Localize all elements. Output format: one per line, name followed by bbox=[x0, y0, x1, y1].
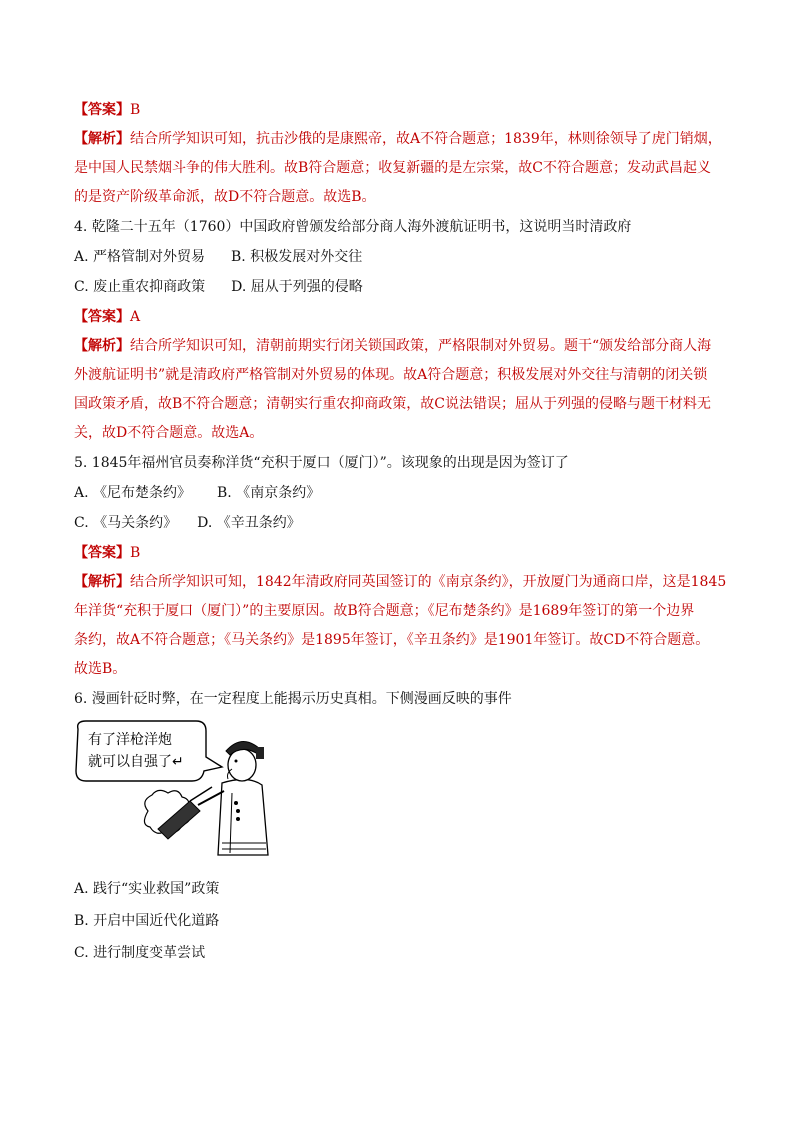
document-page bbox=[74, 100, 727, 963]
q5-option-d: D. 《辛丑条约》 bbox=[197, 515, 301, 531]
q6-option-c: C. 进行制度变革尝试 bbox=[74, 945, 206, 961]
q5-options-row-2 bbox=[74, 513, 724, 533]
q6-option-a: A. 践行“实业救国”政策 bbox=[74, 881, 220, 897]
q4-analysis-line-2: 外渡航证明书”就是清政府严格管制对外贸易的体现。故A符合题意；积极发展对外交往与清朝的闭关锁 bbox=[74, 367, 708, 383]
q4-stem: 4. 乾隆二十五年（1760）中国政府曾颁发给部分商人海外渡航证明书，这说明当时清政府 bbox=[74, 219, 632, 235]
q3-analysis-line-2: 是中国人民禁烟斗争的伟大胜利。故B符合题意；收复新疆的是左宗棠，故C不符合题意；发动武昌起义 bbox=[74, 160, 711, 176]
q5-analysis-line-4: 故选B。 bbox=[74, 661, 127, 677]
q5-stem: 5. 1845年福州官员奏称洋货“充积于厦口（厦门）”。该现象的出现是因为签订了 bbox=[74, 455, 569, 471]
bubble-line-2: 就可以自强了↵ bbox=[88, 754, 184, 770]
q5-option-a: A. 《尼布楚条约》 bbox=[74, 485, 192, 501]
q5-options-row-1 bbox=[74, 483, 724, 503]
q3-analysis-line-3: 的是资产阶级革命派，故D不符合题意。故选B。 bbox=[74, 189, 376, 205]
q4-options-row-2 bbox=[74, 277, 724, 297]
q3-answer: 【答案】B bbox=[74, 102, 141, 118]
q5-analysis-line-3: 条约，故A不符合题意；《马关条约》是1895年签订，《辛丑条约》是1901年签订。故CD不符合题意。 bbox=[74, 632, 710, 648]
q4-analysis-line-1: 【解析】结合所学知识可知，清朝前期实行闭关锁国政策，严格限制对外贸易。题干“颁发给部分商人海 bbox=[74, 338, 712, 354]
q4-option-c: C. 废止重农抑商政策 bbox=[74, 279, 206, 295]
q5-option-b: B. 《南京条约》 bbox=[217, 485, 321, 501]
q5-option-c: C. 《马关条约》 bbox=[74, 515, 178, 531]
speech-bubble bbox=[88, 729, 184, 773]
q6-option-b: B. 开启中国近代化道路 bbox=[74, 913, 220, 929]
cartoon-illustration bbox=[72, 715, 282, 865]
q5-analysis-line-1: 【解析】结合所学知识可知，1842年清政府同英国签订的《南京条约》，开放厦门为通商口岸，这是1845 bbox=[74, 574, 727, 590]
q4-option-b: B. 积极发展对外交往 bbox=[231, 249, 363, 265]
bubble-line-1: 有了洋枪洋炮 bbox=[88, 732, 172, 748]
q5-answer: 【答案】B bbox=[74, 545, 141, 561]
q4-answer: 【答案】A bbox=[74, 309, 141, 325]
q6-stem: 6. 漫画针砭时弊，在一定程度上能揭示历史真相。下侧漫画反映的事件 bbox=[74, 691, 512, 707]
q3-analysis-line-1: 【解析】结合所学知识可知，抗击沙俄的是康熙帝，故A不符合题意；1839年，林则徐领导了虎门销烟， bbox=[74, 131, 722, 147]
q4-analysis-line-3: 国政策矛盾，故B不符合题意；清朝实行重农抑商政策，故C说法错误；屈从于列强的侵略与题干材料无 bbox=[74, 396, 711, 412]
q5-analysis-line-2: 年洋货“充积于厦口（厦门）”的主要原因。故B符合题意；《尼布楚条约》是1689年签订的第一个边界 bbox=[74, 603, 695, 619]
q4-options-row-1 bbox=[74, 247, 724, 267]
q4-option-d: D. 屈从于列强的侵略 bbox=[231, 279, 363, 295]
q4-analysis-line-4: 关，故D不符合题意。故选A。 bbox=[74, 425, 264, 441]
q4-option-a: A. 严格管制对外贸易 bbox=[74, 249, 206, 265]
